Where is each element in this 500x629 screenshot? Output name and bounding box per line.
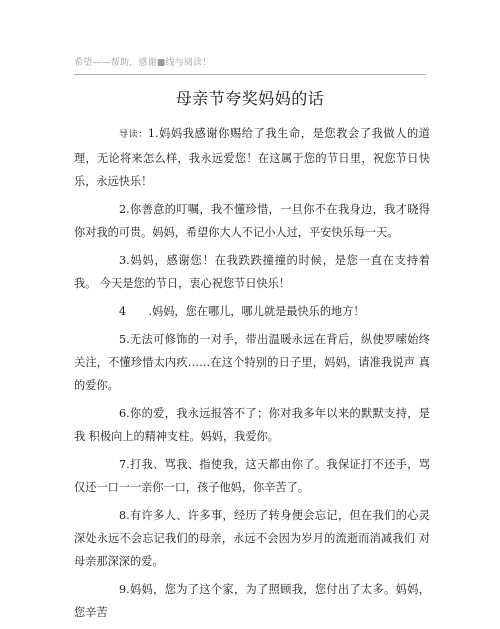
intro-label: 导读： xyxy=(119,130,148,140)
paragraph-7: 7.打我、骂我、指使我，这天都由你了。我保证打不还手，骂 仅还一口一一亲你一口，孩子他妈，你辛苦了。 xyxy=(74,458,430,494)
paragraph-9: 9.妈妈，您为了这个家，为了照顾我，您付出了太多。妈妈， 您辛苦 xyxy=(74,583,430,619)
paragraph-6: 6.你的爱，我永远报答不了；你对我多年以来的默默支持，是我 积极向上的精神支柱。妈妈，我爱你。 xyxy=(74,407,430,443)
page-title: 母亲节夸奖妈妈的话 xyxy=(175,89,325,108)
paragraph-1 xyxy=(74,122,430,193)
paragraph-8: 8.有许多人、许多事，经历了转身便会忘记，但在我们的心灵 深处永远不会忘记我们的母亲，永远不会因为岁月的流逝而消减我们 对母亲那深深的爱。 xyxy=(74,509,430,568)
paragraph-1-text: 1.妈妈我感谢你赐给了我生命，是您教会了我做人的道 理，无论将来怎么样，我永远爱您！在这属于您的节日里，祝您节日快 乐，永远快乐！ xyxy=(74,127,430,188)
paragraph-3: 3.妈妈，感谢您！在我跌跌撞撞的时候，是您一直在支持着我。 今天是您的节日，衷心祝您节日快乐！ xyxy=(74,254,430,290)
paragraph-4: 4 .妈妈，您在哪儿，哪儿就是最快乐的地方！ xyxy=(119,305,365,318)
header-divider xyxy=(74,74,426,75)
header-note: 希望——帮助，感谢■线与阅读！ xyxy=(74,58,212,68)
paragraph-2: 2.你善意的叮嘱，我不懂珍惜，一旦你不在我身边，我才晓得 你对我的可贵。妈妈，希望你大人不记小人过，平安快乐每一天。 xyxy=(74,203,430,239)
document-body xyxy=(74,122,430,629)
paragraph-5: 5.无法可修饰的一对手，带出温暖永远在背后，纵使罗嗦始终 关注，不懂珍惜太内疚……在这个特别的日子里，妈妈，请准我说声 真的爱你。 xyxy=(74,333,430,392)
